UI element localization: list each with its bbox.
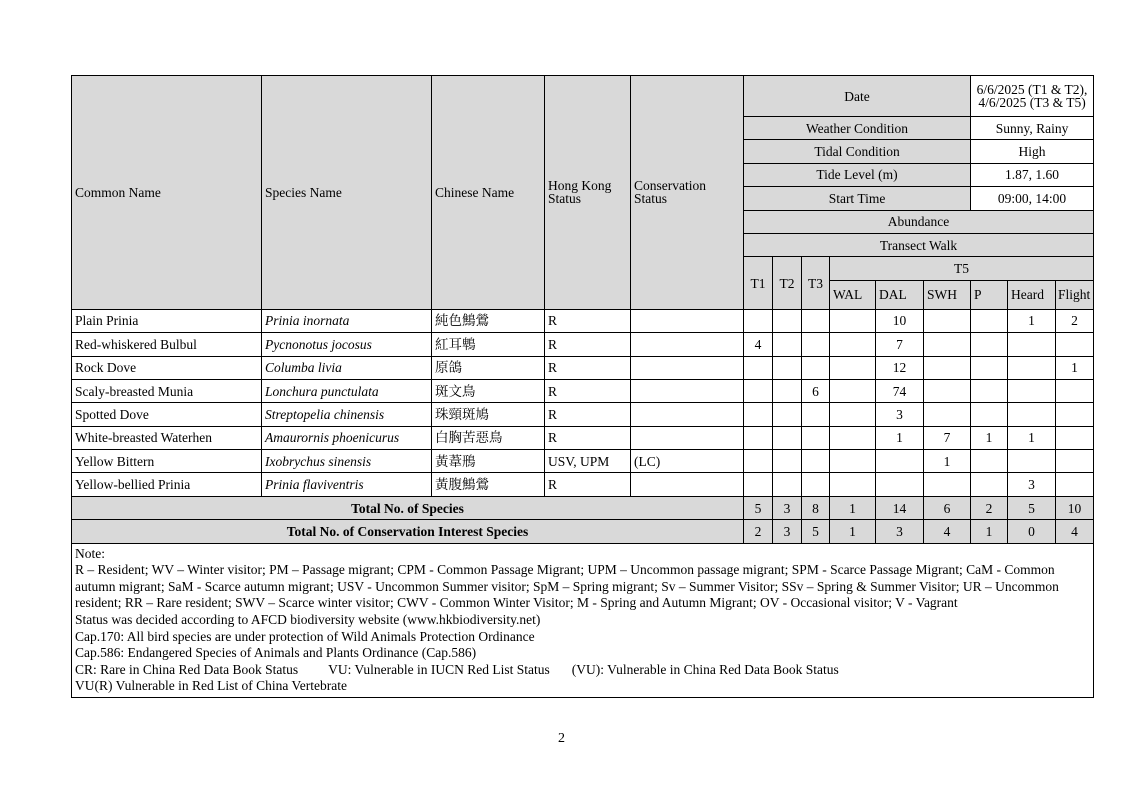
count-cell-wal	[830, 379, 876, 402]
conservation-status-cell	[631, 309, 744, 332]
chinese-name-cell: 珠頸斑鳩	[432, 403, 545, 426]
chinese-name-cell: 白胸苦惡鳥	[432, 426, 545, 449]
count-cell-t2	[773, 473, 802, 496]
header-swh: SWH	[924, 280, 971, 309]
count-cell-t2	[773, 403, 802, 426]
total-conservation-dal: 3	[876, 520, 924, 543]
header-flight: Flight	[1056, 280, 1094, 309]
count-cell-flight: 2	[1056, 309, 1094, 332]
header-wal: WAL	[830, 280, 876, 309]
count-cell-t3	[802, 450, 830, 473]
species-name-cell: Ixobrychus sinensis	[262, 450, 432, 473]
count-cell-wal	[830, 450, 876, 473]
total-species-flight: 10	[1056, 496, 1094, 519]
species-name-cell: Prinia flaviventris	[262, 473, 432, 496]
count-cell-t2	[773, 309, 802, 332]
count-cell-t1	[744, 309, 773, 332]
conservation-status-cell	[631, 426, 744, 449]
header-species-name: Species Name	[262, 76, 432, 310]
chinese-name-cell: 紅耳鵯	[432, 333, 545, 356]
common-name-cell: Spotted Dove	[72, 403, 262, 426]
table-row	[72, 333, 1094, 356]
total-conservation-p: 1	[971, 520, 1008, 543]
total-conservation-t1: 2	[744, 520, 773, 543]
total-conservation-heard: 0	[1008, 520, 1056, 543]
count-cell-dal: 10	[876, 309, 924, 332]
count-cell-wal	[830, 333, 876, 356]
count-cell-t3	[802, 403, 830, 426]
conservation-status-cell	[631, 473, 744, 496]
count-cell-swh	[924, 356, 971, 379]
count-cell-dal	[876, 450, 924, 473]
count-cell-flight	[1056, 450, 1094, 473]
count-cell-dal: 1	[876, 426, 924, 449]
total-conservation-row	[72, 520, 1094, 543]
hk-status-cell: R	[545, 309, 631, 332]
start-time-value: 09:00, 14:00	[971, 187, 1094, 210]
count-cell-t3	[802, 473, 830, 496]
count-cell-t1	[744, 426, 773, 449]
common-name-cell: White-breasted Waterhen	[72, 426, 262, 449]
tide-level-value: 1.87, 1.60	[971, 163, 1094, 186]
count-cell-t2	[773, 426, 802, 449]
notes-vur: VU(R) Vulnerable in Red List of China Vertebrate	[75, 678, 347, 694]
notes-legend-line	[75, 662, 1090, 679]
header-common-name: Common Name	[72, 76, 262, 310]
count-cell-swh	[924, 309, 971, 332]
total-species-wal: 1	[830, 496, 876, 519]
conservation-status-cell: (LC)	[631, 450, 744, 473]
count-cell-t1	[744, 379, 773, 402]
header-heard: Heard	[1008, 280, 1056, 309]
table-row	[72, 379, 1094, 402]
total-species-t2: 3	[773, 496, 802, 519]
total-species-heard: 5	[1008, 496, 1056, 519]
count-cell-heard	[1008, 356, 1056, 379]
header-t2: T2	[773, 257, 802, 309]
count-cell-flight	[1056, 333, 1094, 356]
count-cell-swh: 7	[924, 426, 971, 449]
notes-cap586: Cap.586: Endangered Species of Animals and Plants Ordinance (Cap.586)	[75, 645, 477, 661]
count-cell-p	[971, 473, 1008, 496]
count-cell-heard	[1008, 403, 1056, 426]
count-cell-p	[971, 356, 1008, 379]
table-row	[72, 426, 1094, 449]
bird-survey-table	[71, 75, 1094, 544]
notes-status-codes: R – Resident; WV – Winter visitor; PM – Passage migrant; CPM - Common Passage Migrant; UPM – Uncommon passage migrant; SPM - Scarce Passage Migrant; CaM - Common autumn migrant; SaM - Scarce autumn migrant; USV - Uncommon Summer visitor; SpM – Spring migrant; Sv – Summer Visitor; SSv – Spring & Summer Visitor; UR – Uncommon resident; RR – Rare resident; SWV – Scarce winter visitor; CWV - Common Winter Visitor; M - Spring and Autumn Migrant; OV - Occasional visitor; V - Vagrant	[75, 562, 1059, 611]
species-name-cell: Amaurornis phoenicurus	[262, 426, 432, 449]
header-dal: DAL	[876, 280, 924, 309]
survey-table-container	[71, 75, 1094, 698]
total-species-t1: 5	[744, 496, 773, 519]
total-species-swh: 6	[924, 496, 971, 519]
species-rows	[72, 309, 1094, 496]
page-number: 2	[558, 731, 565, 746]
table-row	[72, 473, 1094, 496]
total-species-t3: 8	[802, 496, 830, 519]
header-t1: T1	[744, 257, 773, 309]
count-cell-wal	[830, 473, 876, 496]
total-conservation-t2: 3	[773, 520, 802, 543]
tide-level-label: Tide Level (m)	[744, 163, 971, 186]
conservation-status-cell	[631, 403, 744, 426]
count-cell-heard	[1008, 333, 1056, 356]
count-cell-heard: 3	[1008, 473, 1056, 496]
count-cell-wal	[830, 403, 876, 426]
count-cell-t3	[802, 333, 830, 356]
count-cell-dal	[876, 473, 924, 496]
abundance-header: Abundance	[744, 210, 1094, 233]
count-cell-t2	[773, 379, 802, 402]
count-cell-swh	[924, 333, 971, 356]
count-cell-flight	[1056, 473, 1094, 496]
common-name-cell: Scaly-breasted Munia	[72, 379, 262, 402]
total-species-dal: 14	[876, 496, 924, 519]
table-row	[72, 309, 1094, 332]
common-name-cell: Yellow-bellied Prinia	[72, 473, 262, 496]
notes-vu-paren: (VU): Vulnerable in China Red Data Book Status	[571, 661, 839, 677]
weather-value: Sunny, Rainy	[971, 117, 1094, 140]
species-name-cell: Streptopelia chinensis	[262, 403, 432, 426]
conservation-status-cell	[631, 333, 744, 356]
notes-cr: CR: Rare in China Red Data Book Status	[75, 661, 299, 677]
count-cell-dal: 74	[876, 379, 924, 402]
hk-status-cell: USV, UPM	[545, 450, 631, 473]
count-cell-heard: 1	[1008, 309, 1056, 332]
chinese-name-cell: 原鴿	[432, 356, 545, 379]
count-cell-wal	[830, 426, 876, 449]
count-cell-flight	[1056, 403, 1094, 426]
chinese-name-cell: 斑文鳥	[432, 379, 545, 402]
header-p: P	[971, 280, 1008, 309]
table-row	[72, 356, 1094, 379]
table-row	[72, 403, 1094, 426]
count-cell-wal	[830, 309, 876, 332]
count-cell-t3	[802, 356, 830, 379]
table-row	[72, 450, 1094, 473]
hk-status-cell: R	[545, 403, 631, 426]
notes-afcd: Status was decided according to AFCD biodiversity website (www.hkbiodiversity.net)	[75, 612, 541, 628]
total-conservation-wal: 1	[830, 520, 876, 543]
total-species-label: Total No. of Species	[72, 496, 744, 519]
count-cell-swh	[924, 473, 971, 496]
notes-section	[71, 544, 1094, 698]
count-cell-t3: 6	[802, 379, 830, 402]
count-cell-t2	[773, 333, 802, 356]
total-species-row	[72, 496, 1094, 519]
total-species-p: 2	[971, 496, 1008, 519]
chinese-name-cell: 純色鷦鶯	[432, 309, 545, 332]
count-cell-p: 1	[971, 426, 1008, 449]
total-conservation-label: Total No. of Conservation Interest Species	[72, 520, 744, 543]
start-time-label: Start Time	[744, 187, 971, 210]
hk-status-cell: R	[545, 356, 631, 379]
count-cell-flight	[1056, 379, 1094, 402]
count-cell-dal: 7	[876, 333, 924, 356]
chinese-name-cell: 黃腹鷦鶯	[432, 473, 545, 496]
chinese-name-cell: 黃葦鳽	[432, 450, 545, 473]
date-value: 6/6/2025 (T1 & T2), 4/6/2025 (T3 & T5)	[971, 76, 1094, 117]
total-conservation-swh: 4	[924, 520, 971, 543]
tidal-value: High	[971, 140, 1094, 163]
count-cell-t3	[802, 426, 830, 449]
hk-status-cell: R	[545, 426, 631, 449]
header-hk-status: Hong Kong Status	[545, 76, 631, 310]
count-cell-t1	[744, 356, 773, 379]
count-cell-wal	[830, 356, 876, 379]
count-cell-p	[971, 403, 1008, 426]
species-name-cell: Columba livia	[262, 356, 432, 379]
hk-status-cell: R	[545, 473, 631, 496]
count-cell-t1: 4	[744, 333, 773, 356]
weather-label: Weather Condition	[744, 117, 971, 140]
header-t3: T3	[802, 257, 830, 309]
count-cell-swh	[924, 379, 971, 402]
count-cell-p	[971, 333, 1008, 356]
date-label: Date	[744, 76, 971, 117]
notes-vu: VU: Vulnerable in IUCN Red List Status	[328, 661, 550, 677]
common-name-cell: Plain Prinia	[72, 309, 262, 332]
species-name-cell: Prinia inornata	[262, 309, 432, 332]
date-row	[72, 76, 1094, 117]
header-conservation-status: Conservation Status	[631, 76, 744, 310]
common-name-cell: Rock Dove	[72, 356, 262, 379]
conservation-status-cell	[631, 379, 744, 402]
count-cell-t3	[802, 309, 830, 332]
count-cell-flight	[1056, 426, 1094, 449]
common-name-cell: Red-whiskered Bulbul	[72, 333, 262, 356]
count-cell-t1	[744, 450, 773, 473]
count-cell-t2	[773, 356, 802, 379]
count-cell-t1	[744, 473, 773, 496]
count-cell-heard: 1	[1008, 426, 1056, 449]
notes-title: Note:	[75, 545, 105, 561]
common-name-cell: Yellow Bittern	[72, 450, 262, 473]
hk-status-cell: R	[545, 333, 631, 356]
header-t5: T5	[830, 257, 1094, 280]
species-name-cell: Lonchura punctulata	[262, 379, 432, 402]
count-cell-p	[971, 379, 1008, 402]
transect-walk-header: Transect Walk	[744, 233, 1094, 256]
count-cell-heard	[1008, 450, 1056, 473]
hk-status-cell: R	[545, 379, 631, 402]
count-cell-dal: 12	[876, 356, 924, 379]
count-cell-dal: 3	[876, 403, 924, 426]
count-cell-p	[971, 450, 1008, 473]
header-chinese-name: Chinese Name	[432, 76, 545, 310]
count-cell-heard	[1008, 379, 1056, 402]
total-conservation-flight: 4	[1056, 520, 1094, 543]
count-cell-p	[971, 309, 1008, 332]
count-cell-t1	[744, 403, 773, 426]
notes-cap170: Cap.170: All bird species are under protection of Wild Animals Protection Ordinance	[75, 628, 535, 644]
species-name-cell: Pycnonotus jocosus	[262, 333, 432, 356]
conservation-status-cell	[631, 356, 744, 379]
count-cell-flight: 1	[1056, 356, 1094, 379]
count-cell-t2	[773, 450, 802, 473]
total-conservation-t3: 5	[802, 520, 830, 543]
tidal-label: Tidal Condition	[744, 140, 971, 163]
count-cell-swh	[924, 403, 971, 426]
count-cell-swh: 1	[924, 450, 971, 473]
